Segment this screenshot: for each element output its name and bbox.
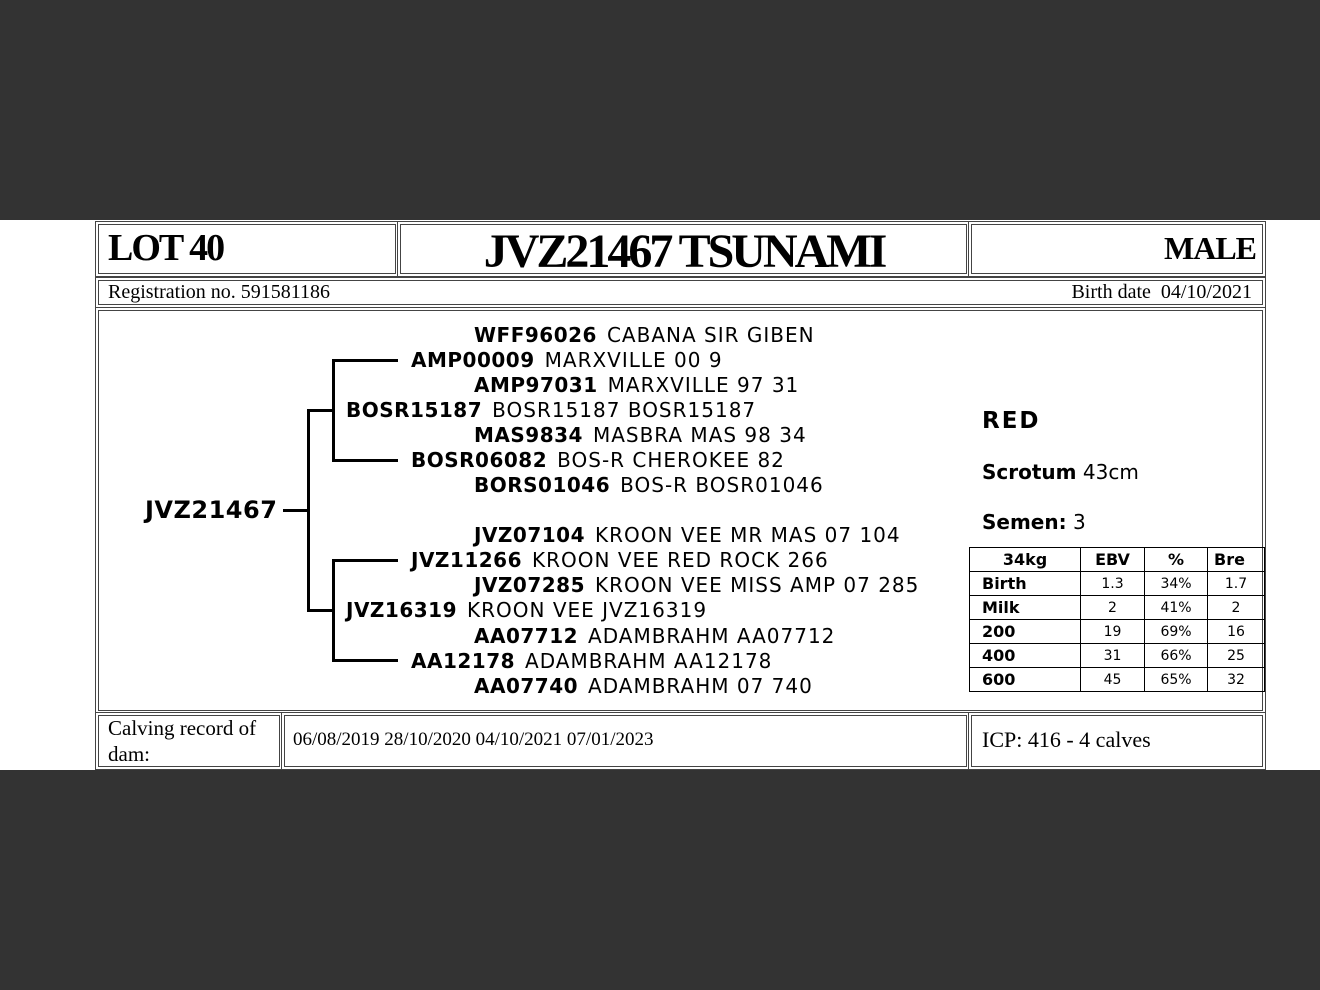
- ebv-header-row: [970, 548, 1265, 572]
- table-row: 200 19 69% 16: [970, 620, 1265, 644]
- registration-number: Registration no. 591581186: [108, 281, 331, 303]
- table-row: Birth 1.3 34% 1.7: [970, 572, 1265, 596]
- pedigree-sire-sire-dam: AMP97031 MARXVILLE 97 31: [474, 373, 800, 397]
- birth-date: Birth date 04/10/2021: [1071, 281, 1252, 303]
- table-row: 600 45 65% 32: [970, 668, 1265, 692]
- pedigree-dam-sire-dam: JVZ07285 KROON VEE MISS AMP 07 285: [474, 573, 920, 597]
- ebv-header-pct: %: [1145, 548, 1208, 572]
- ebv-header-bre: Bre: [1208, 548, 1265, 572]
- tree-line-dam-dam: [332, 659, 398, 662]
- tree-line-dam-branch: [332, 559, 335, 662]
- tree-line-sire-dam: [332, 459, 398, 462]
- pedigree-sire-dam-sire: MAS9834 MASBRA MAS 98 34: [474, 423, 807, 447]
- pedigree-dam-dam: AA12178 ADAMBRAHM AA12178: [411, 649, 773, 673]
- pedigree-sire-dam: BOSR06082 BOS-R CHEROKEE 82: [411, 448, 785, 472]
- pedigree-sire-dam-dam: BORS01046 BOS-R BOSR01046: [474, 473, 824, 497]
- pedigree-sire-sire: AMP00009 MARXVILLE 00 9: [411, 348, 723, 372]
- calving-record-label: Calving record of dam:: [108, 716, 257, 766]
- table-row: Milk 2 41% 2: [970, 596, 1265, 620]
- pedigree-dam-dam-dam: AA07740 ADAMBRAHM 07 740: [474, 674, 813, 698]
- semen-grade: Semen: 3: [982, 510, 1086, 534]
- scrotum-measure: Scrotum 43cm: [982, 460, 1139, 484]
- tree-line-sire-branch: [332, 359, 335, 462]
- animal-sex: MALE: [1164, 230, 1256, 266]
- pedigree-dam-dam-sire: AA07712 ADAMBRAHM AA07712: [474, 624, 836, 648]
- pedigree-subject: JVZ21467: [145, 496, 278, 524]
- tree-line-dam: [307, 609, 333, 612]
- tree-line-sire-sire: [332, 359, 398, 362]
- tree-line-dam-sire: [332, 559, 398, 562]
- ebv-header-ebv: EBV: [1081, 548, 1145, 572]
- pedigree-dam: JVZ16319 KROON VEE JVZ16319: [346, 598, 708, 622]
- pedigree-sire-sire-sire: WFF96026 CABANA SIR GIBEN: [474, 323, 815, 347]
- lot-number: LOT 40: [108, 227, 224, 269]
- tree-line-trunk: [307, 409, 310, 612]
- calving-dates: 06/08/2019 28/10/2020 04/10/2021 07/01/2023: [293, 729, 654, 750]
- tree-line-subject: [283, 509, 308, 512]
- pedigree-dam-sire: JVZ11266 KROON VEE RED ROCK 266: [411, 548, 829, 572]
- pedigree-sire: BOSR15187 BOSR15187 BOSR15187: [346, 398, 757, 422]
- ebv-table: [969, 547, 1265, 692]
- pedigree-dam-sire-sire: JVZ07104 KROON VEE MR MAS 07 104: [474, 523, 901, 547]
- animal-title: JVZ21467 TSUNAMI: [483, 225, 885, 278]
- coat-color: RED: [982, 408, 1041, 434]
- ebv-header-weight: 34kg: [970, 548, 1081, 572]
- tree-line-sire: [307, 409, 333, 412]
- icp-summary: ICP: 416 - 4 calves: [982, 727, 1151, 752]
- table-row: 400 31 66% 25: [970, 644, 1265, 668]
